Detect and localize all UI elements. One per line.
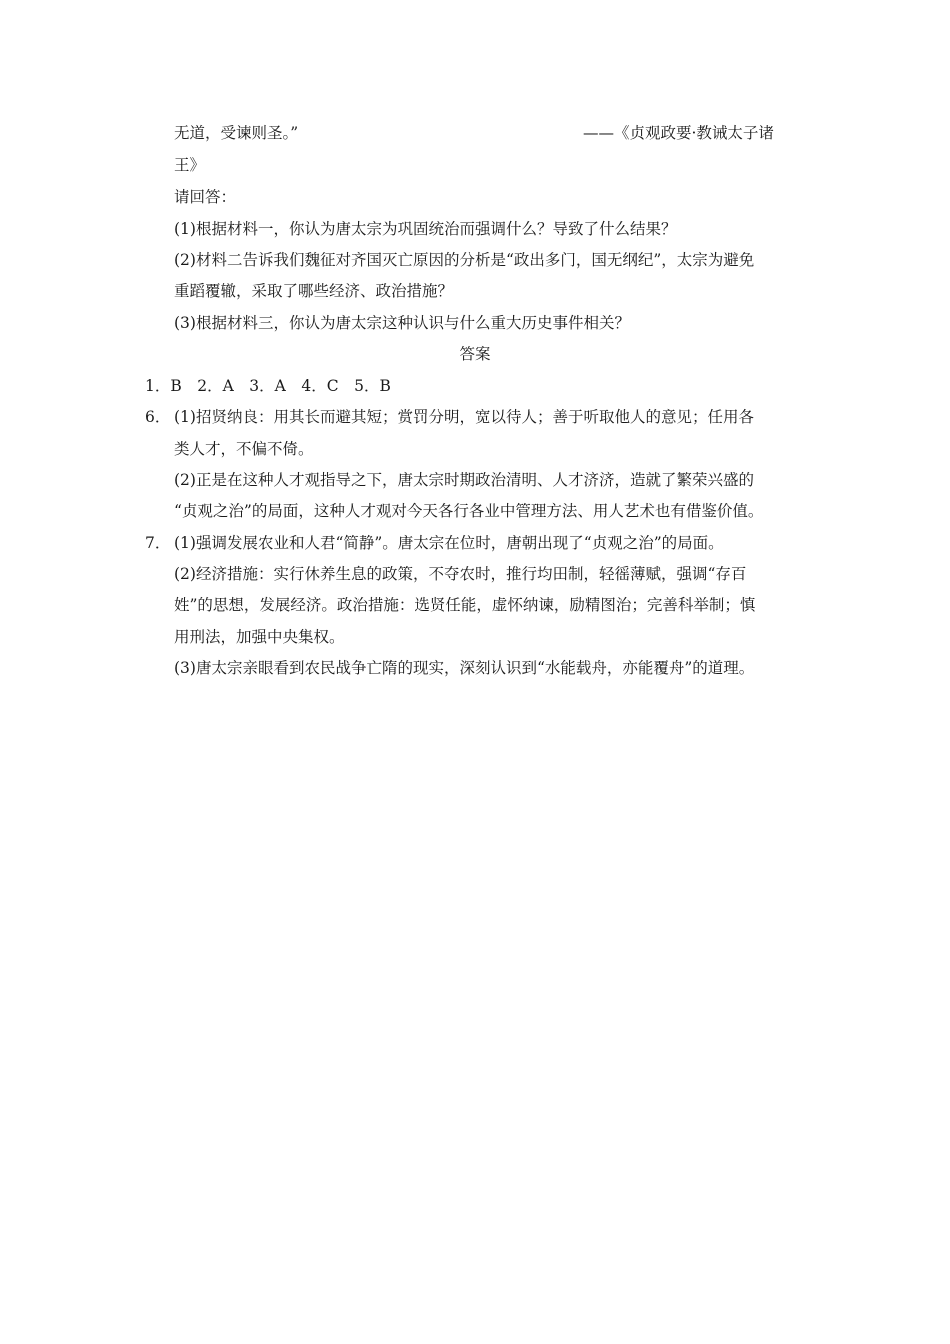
material-source: ——《贞观政要·教诫太子诸 [583, 124, 774, 142]
answer-6-1-line-1: (1)招贤纳良：用其长而避其短；赏罚分明，宽以待人；善于听取他人的意见；任用各 [174, 408, 754, 426]
answer-7-3: (3)唐太宗亲眼看到农民战争亡隋的现实，深刻认识到“水能载舟，亦能覆舟”的道理。 [174, 659, 755, 677]
answers-multiple-choice: 1．B 2．A 3．A 4．C 5．B [145, 377, 391, 395]
answer-6-2-line-1: (2)正是在这种人才观指导之下，唐太宗时期政治清明、人才济济，造就了繁荣兴盛的 [174, 471, 754, 489]
answer-7-1: (1)强调发展农业和人君“简静”。唐太宗在位时，唐朝出现了“贞观之治”的局面。 [174, 534, 724, 552]
question-prompt: 请回答： [174, 188, 237, 206]
question-3: (3)根据材料三，你认为唐太宗这种认识与什么重大历史事件相关？ [174, 314, 630, 332]
material-quote-end: 无道，受谏则圣。” [174, 124, 299, 142]
answer-7-2-line-1: (2)经济措施：实行休养生息的政策，不夺农时，推行均田制，轻徭薄赋，强调“存百 [174, 565, 747, 583]
answer-7-2-line-3: 用刑法，加强中央集权。 [174, 628, 345, 646]
answer-7-number: 7． [145, 534, 171, 552]
answer-6-2-line-2: “贞观之治”的局面，这种人才观对今天各行各业中管理方法、用人艺术也有借鉴价值。 [174, 502, 764, 520]
answers-title: 答案 [459, 345, 491, 363]
material-source-continued: 王》 [174, 156, 206, 174]
question-2-line-1: (2)材料二告诉我们魏征对齐国灭亡原因的分析是“政出多门，国无纲纪”，太宗为避免 [174, 251, 755, 269]
question-1: (1)根据材料一，你认为唐太宗为巩固统治而强调什么？导致了什么结果？ [174, 220, 677, 238]
answer-6-1-line-2: 类人才，不偏不倚。 [174, 440, 314, 458]
answer-7-2-line-2: 姓”的思想，发展经济。政治措施：选贤任能，虚怀纳谏，励精图治；完善科举制；慎 [174, 596, 756, 614]
answer-6-number: 6． [145, 408, 171, 426]
question-2-line-2: 重蹈覆辙，采取了哪些经济、政治措施？ [174, 282, 454, 300]
